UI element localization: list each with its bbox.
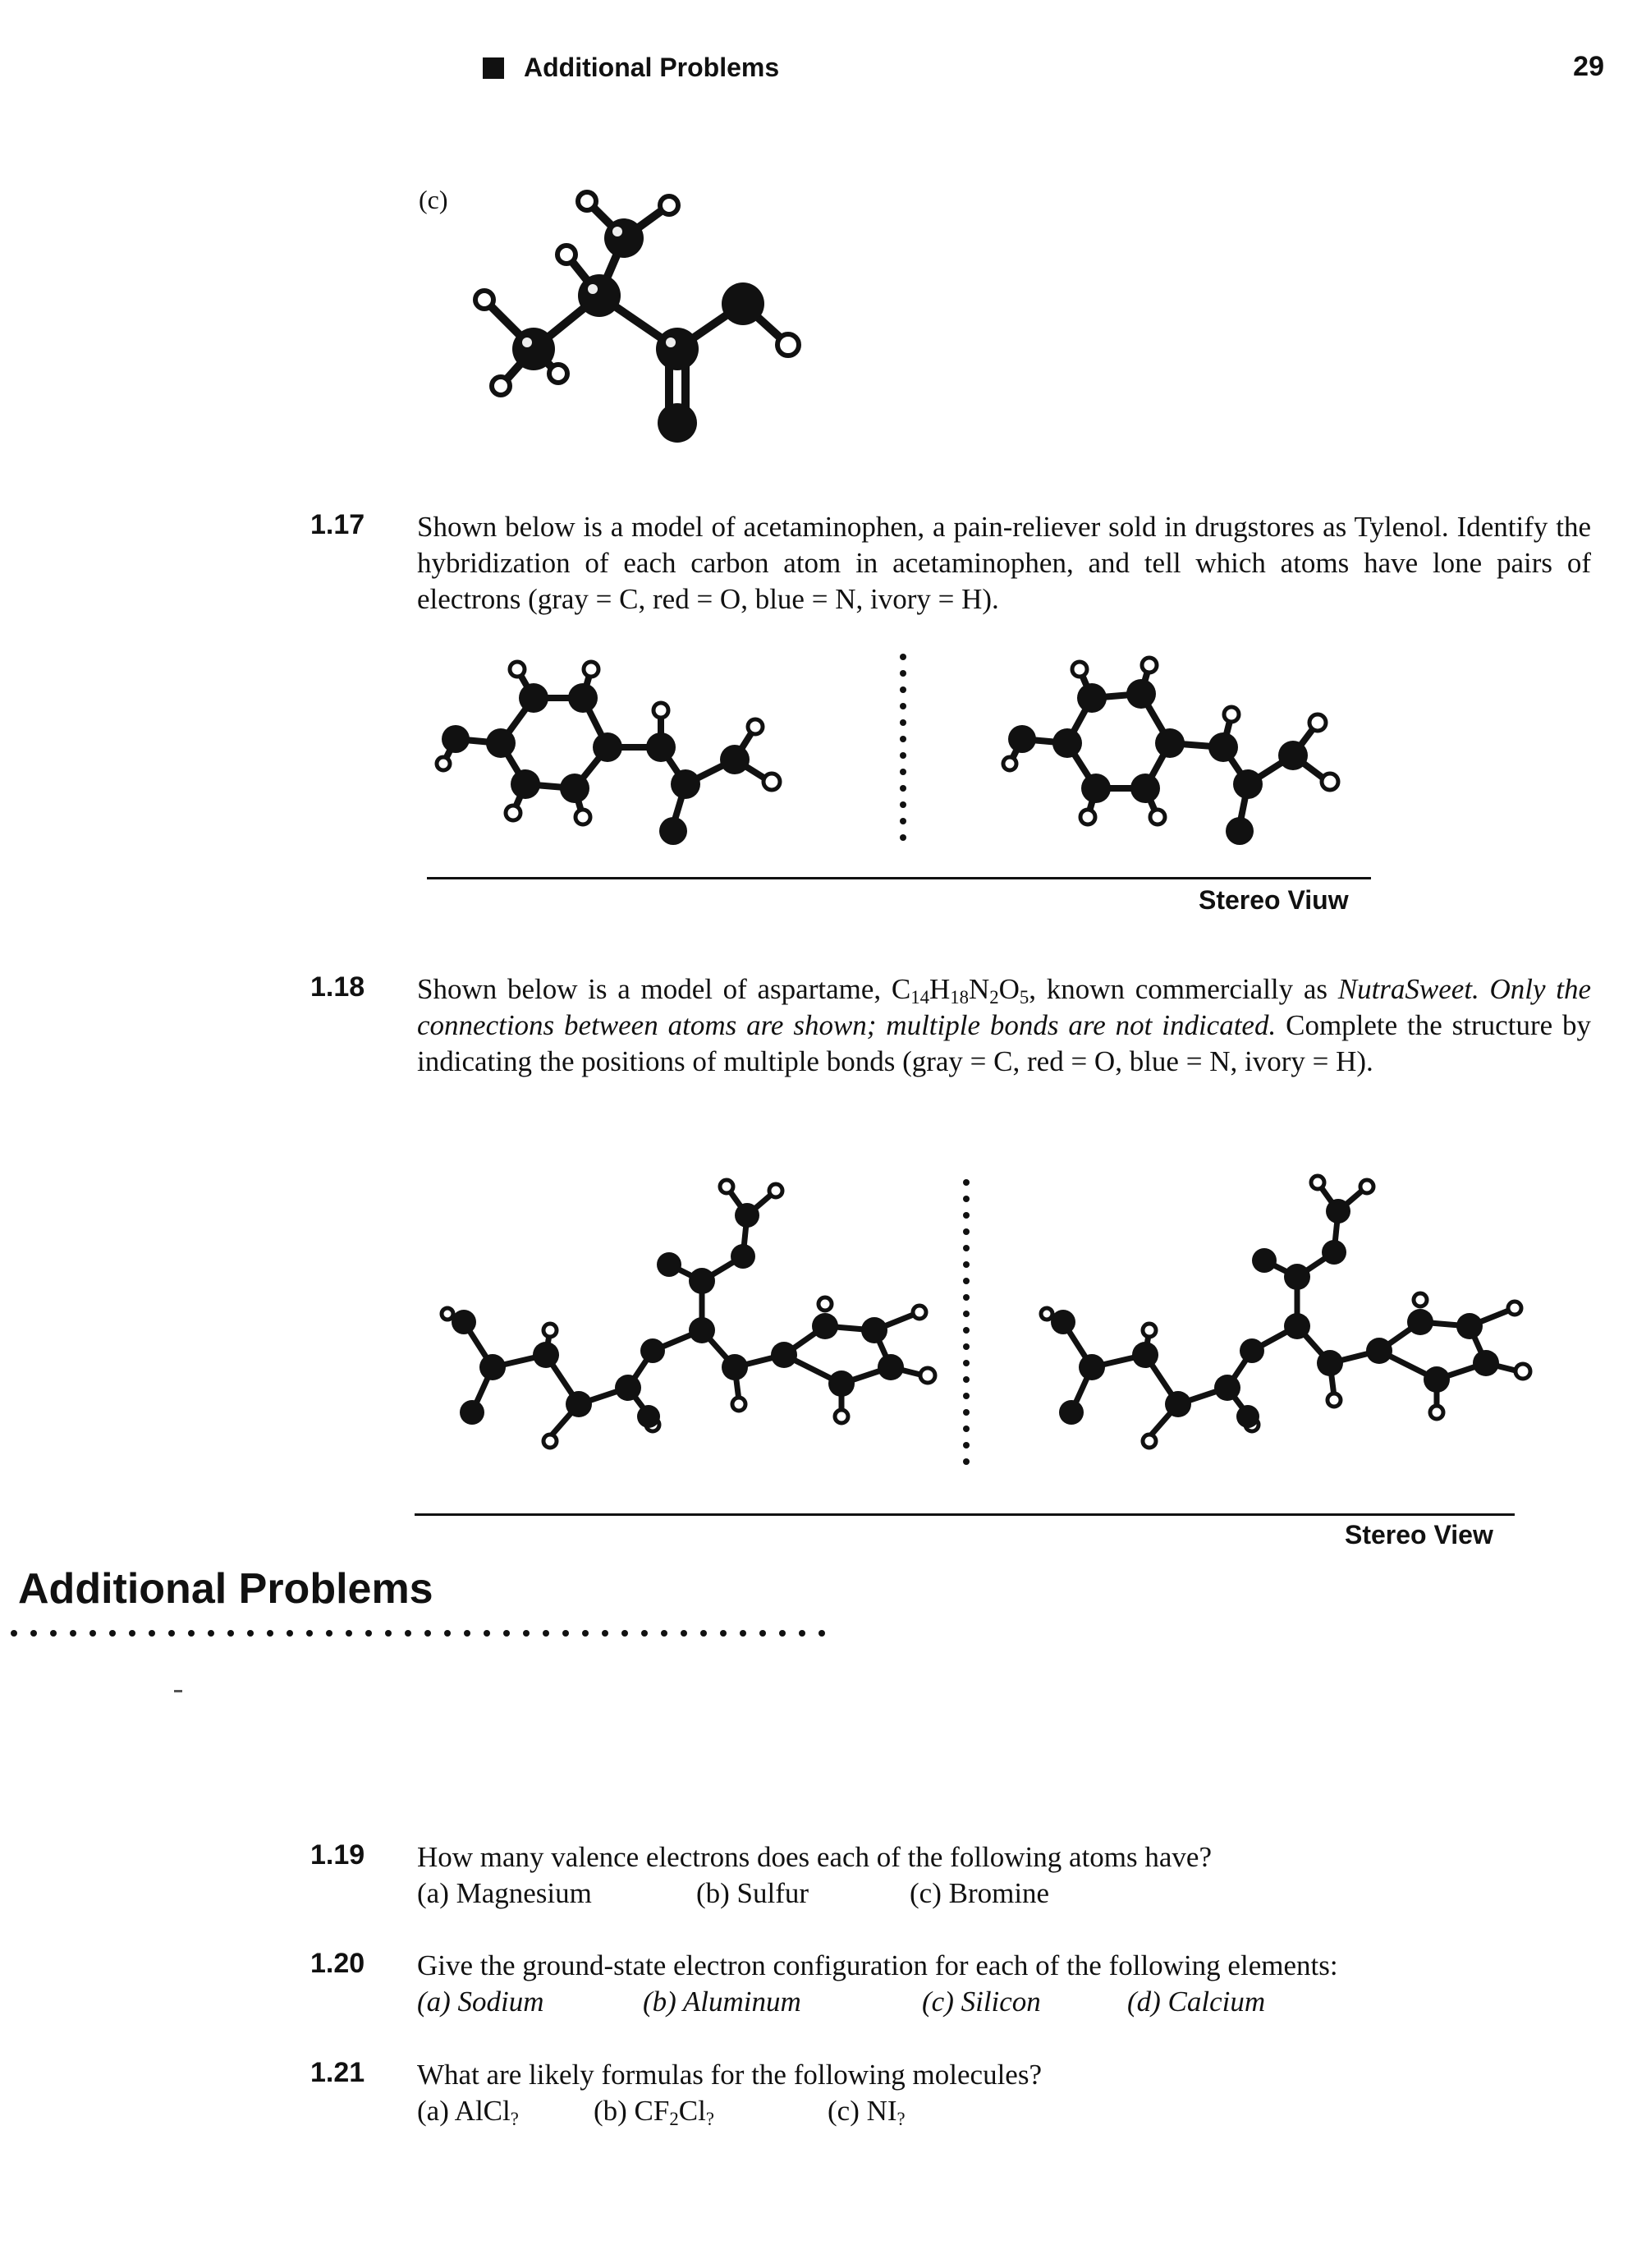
- problem-options: [417, 1984, 1265, 2020]
- section-title: Additional Problems: [18, 1565, 433, 1613]
- stereo-separator-dots: [963, 1179, 970, 1465]
- molecule-model-c: [460, 172, 837, 460]
- stereo-separator-dots: [900, 654, 906, 841]
- problem-options: [417, 2093, 906, 2129]
- stereo-left-molecule: [437, 662, 780, 845]
- problem-number: 1.20: [310, 1948, 365, 1979]
- figure-caption-stereo-view: Stereo View: [1345, 1520, 1493, 1549]
- option-c: (c) Bromine: [910, 1877, 1050, 1909]
- option-c: (c) Silicon: [922, 1986, 1041, 2018]
- stereo-left-molecule: [442, 1180, 935, 1448]
- figure-rule: [427, 877, 1371, 879]
- option-b: (b) Sulfur: [696, 1877, 809, 1909]
- problem-text: Shown below is a model of aspartame, $C_{14}H_{18}N_2O_5$, known commercially as NutraSweet. Only the connections between atoms are shown; multiple bonds are not indicated. Complete the structure by indicating the positions of multiple bonds (gray = C, red = O, blue = N, ivory = H).: [417, 973, 1592, 1077]
- problem-text: What are likely formulas for the following molecules?: [417, 2059, 1042, 2091]
- header-square-icon: [483, 57, 504, 79]
- option-a: (a) Sodium: [417, 1986, 544, 2018]
- stray-mark: [174, 1690, 182, 1692]
- page-number: 29: [1573, 51, 1604, 82]
- option-a: (a) Magnesium: [417, 1877, 592, 1909]
- aspartame-stereo-figure: [415, 1166, 1564, 1494]
- running-title: Additional Problems: [524, 53, 780, 82]
- section-dotted-rule: [10, 1628, 831, 1639]
- acetaminophen-stereo-figure: [427, 649, 1379, 862]
- problem-text: How many valence electrons does each of the following atoms have?: [417, 1841, 1212, 1873]
- option-a: (a) AlCl$_?$: [417, 2095, 519, 2129]
- problem-text: Give the ground-state electron configuration for each of the following elements:: [417, 1949, 1338, 1981]
- figure-caption-stereo-view: Stereo Viuw: [1199, 885, 1349, 915]
- option-c: (c) $NI_?$: [828, 2095, 906, 2129]
- problem-options: [417, 1875, 1049, 1912]
- option-b: (b) $CF_2Cl_?$: [594, 2095, 714, 2129]
- figure-label-c: (c): [419, 185, 448, 214]
- problem-number: 1.18: [310, 971, 365, 1003]
- problem-text: Shown below is a model of acetaminophen, a pain-reliever sold in drugstores as Tylenol. Identify the hybridization of each carbon atom in acetaminophen, and tell which atoms have lone pairs of electrons (gray = C, red = O, blue = N, ivory = H).: [417, 511, 1591, 615]
- stereo-right-molecule: [1041, 1176, 1530, 1448]
- problem-number: 1.21: [310, 2057, 365, 2088]
- problem-number: 1.17: [310, 509, 365, 540]
- figure-rule: [415, 1513, 1515, 1516]
- problem-number: 1.19: [310, 1839, 365, 1871]
- running-header: [0, 51, 1637, 92]
- option-d: (d) Calcium: [1127, 1986, 1266, 2018]
- option-b: (b) Aluminum: [643, 1986, 801, 2018]
- stereo-right-molecule: [1003, 658, 1338, 845]
